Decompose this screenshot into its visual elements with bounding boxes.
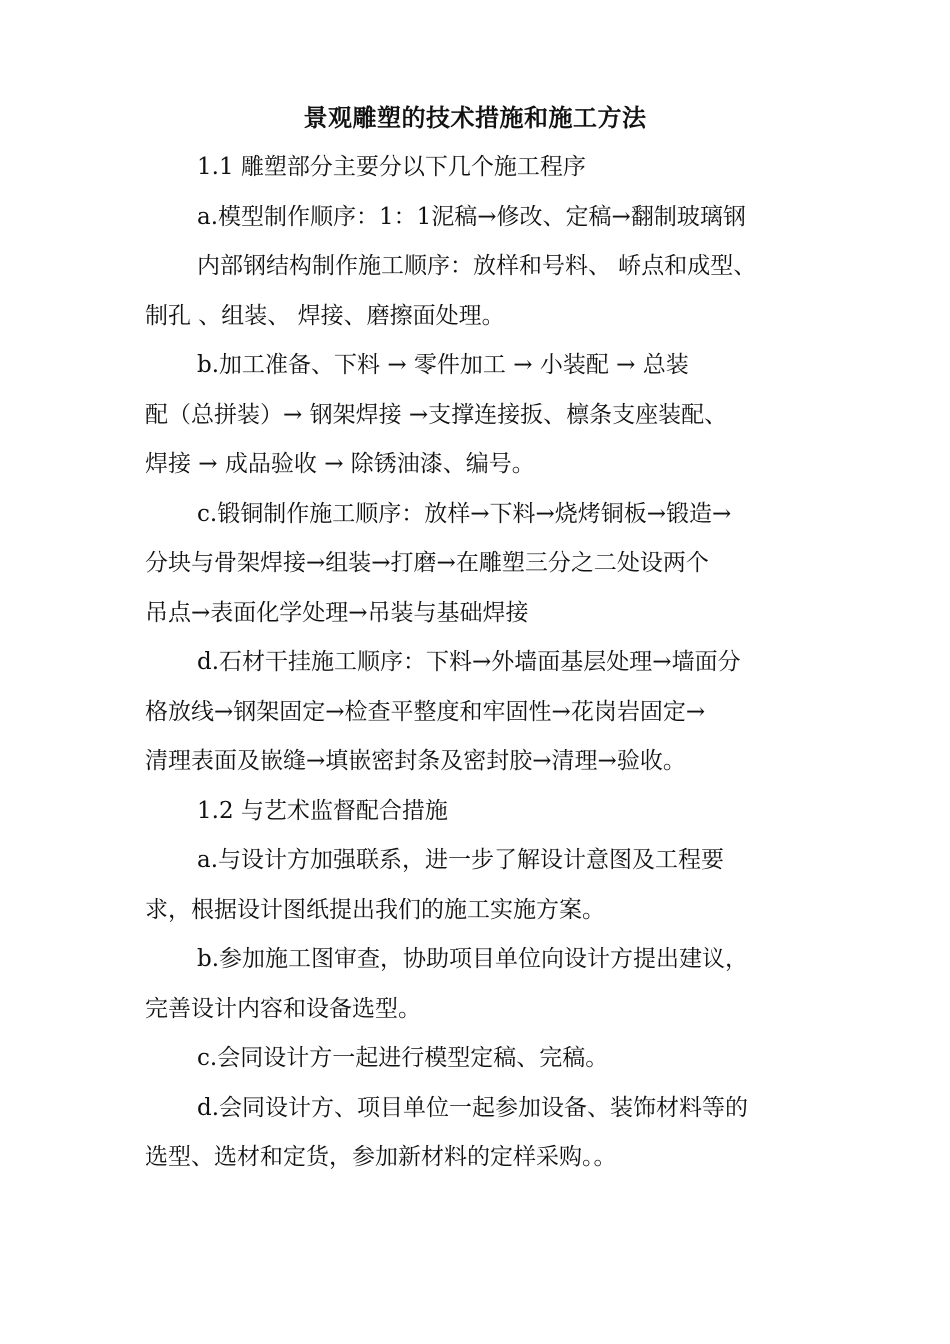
text-line: b.加工准备、下料 → 零件加工 → 小装配 → 总装: [197, 352, 689, 378]
text-line: 完善设计内容和设备选型。: [145, 995, 421, 1022]
text-line: 内部钢结构制作施工顺序：放样和号料、 峤点和成型、: [197, 253, 757, 279]
text-line: 求，根据设计图纸提出我们的施工实施方案。: [145, 896, 605, 923]
text-line: 1.2 与艺术监督配合措施: [197, 797, 448, 824]
text-line: 格放线→钢架固定→检查平整度和牢固性→花岗岩固定→: [145, 698, 706, 725]
text-line: 分块与骨架焊接→组装→打磨→在雕塑三分之二处设两个: [145, 550, 709, 576]
text-line: c.会同设计方一起进行模型定稿、完稿。: [197, 1045, 609, 1071]
text-line: d.石材干挂施工顺序：下料→外墙面基层处理→墙面分: [197, 649, 741, 675]
text-line: b.参加施工图审查，协助项目单位向设计方提出建议，: [197, 946, 749, 972]
text-line: 选型、选材和定货，参加新材料的定样采购。。: [145, 1144, 617, 1170]
document-body: [145, 143, 810, 1183]
text-line: 1.1 雕塑部分主要分以下几个施工程序: [197, 154, 586, 180]
document-title: 景观雕塑的技术措施和施工方法: [303, 103, 647, 132]
text-line: a.模型制作顺序：1：1泥稿→修改、定稿→翻制玻璃钢: [197, 203, 746, 230]
text-line: 清理表面及嵌缝→填嵌密封条及密封胶→清理→验收。: [145, 748, 686, 774]
text-line: 配（总拼装）→ 钢架焊接 →支撑连接扳、檩条支座装配、: [145, 401, 728, 428]
text-line: 焊接 → 成品验收 → 除锈油漆、编号。: [145, 451, 535, 477]
text-line: 吊点→表面化学处理→吊装与基础焊接: [145, 599, 529, 626]
text-line: c.锻铜制作施工顺序：放样→下料→烧烤铜板→锻造→: [197, 500, 732, 527]
text-line: d.会同设计方、项目单位一起参加设备、装饰材料等的: [197, 1094, 749, 1121]
text-line: 制孔 、组装、 焊接、磨擦面处理。: [145, 302, 505, 329]
text-line: a.与设计方加强联系，进一步了解设计意图及工程要: [197, 847, 725, 873]
